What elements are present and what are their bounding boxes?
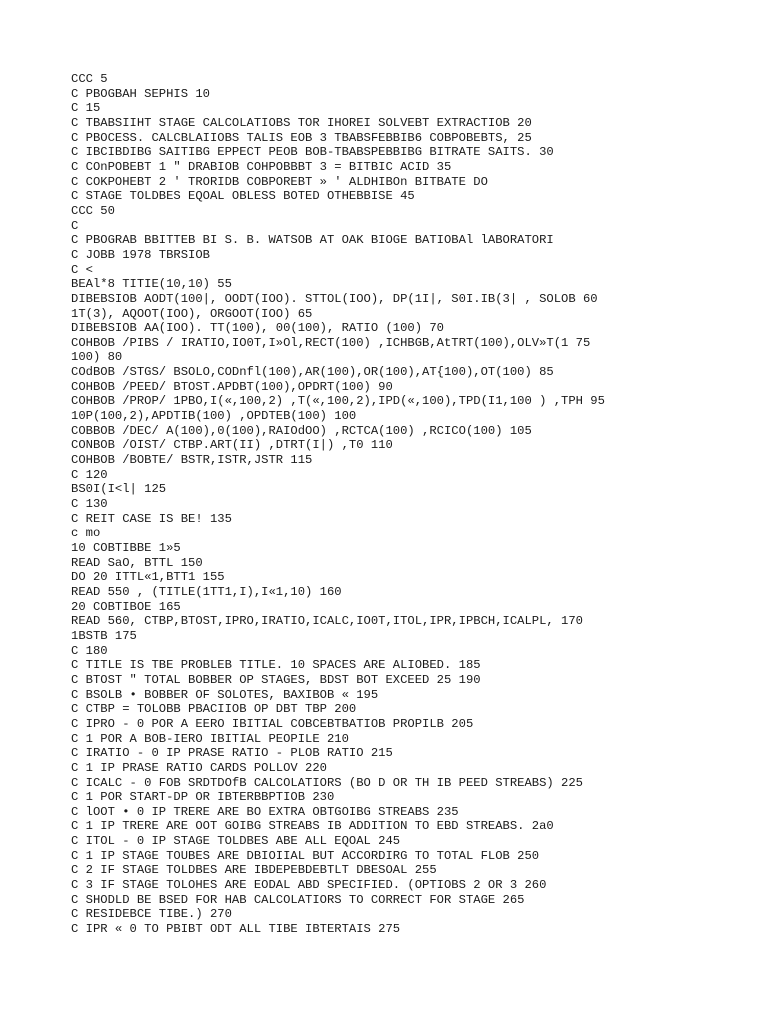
code-line: C < <box>71 262 93 277</box>
code-line: COHBOB /BOBTE/ BSTR,ISTR,JSTR 115 <box>71 453 313 468</box>
code-line: C COKPOHEBT 2 ' TRORIDB COBPOREBT » ' ALDHIBOn BITBATE DO <box>71 174 488 189</box>
code-line: 1T(3), AQOOT(IOO), ORGOOT(IOO) 65 <box>71 306 313 321</box>
code-line: READ 550 , (TITLE(1TT1,I),I«1,10) 160 <box>71 584 342 599</box>
code-line: C JOBB 1978 TBRSIOB <box>71 247 210 262</box>
code-line: C 2 IF STAGE TOLDBES ARE IBDEPEBDEBTLT DBESOAL 255 <box>71 863 437 878</box>
code-line: BS0I(I<l| 125 <box>71 482 167 497</box>
code-line: COHBOB /PIBS / IRATIO,IO0T,I»Ol,RECT(100) ,ICHBGB,AtTRT(100),OLV»T(1 75 <box>71 335 591 350</box>
code-line: C STAGE TOLDBES EQOAL OBLESS BOTED OTHEBBISE 45 <box>71 189 415 204</box>
code-line: C 1 IP STAGE TOUBES ARE DBIOIIAL BUT ACCORDIRG TO TOTAL FLOB 250 <box>71 848 540 863</box>
code-line: C REIT CASE IS BE! 135 <box>71 511 232 526</box>
code-line: COBBOB /DEC/ A(100),0(100),RAIOdOO) ,RCTCA(100) ,RCICO(100) 105 <box>71 423 532 438</box>
code-line: C COnPOBEBT 1 " DRABIOB COHPOBBBT 3 = BITBIC ACID 35 <box>71 159 452 174</box>
code-line: READ 560, CTBP,BTOST,IPRO,IRATIO,ICALC,IO0T,ITOL,IPR,IPBCH,ICALPL, 170 <box>71 614 583 629</box>
code-line: C BSOLB • BOBBER OF SOLOTES, BAXIBOB « 195 <box>71 687 379 702</box>
code-line: 1BSTB 175 <box>71 628 137 643</box>
code-line: c mo <box>71 526 101 541</box>
code-line: COHBOB /PROP/ 1PBO,I(«,100,2) ,T(«,100,2),IPD(«,100),TPD(I1,100 ) ,TPH 95 <box>71 394 605 409</box>
code-line: C 1 POR A BOB-IERO IBITIAL PEOPILE 210 <box>71 731 349 746</box>
code-line: READ SaO, BTTL 150 <box>71 555 203 570</box>
code-line: CONBOB /OIST/ CTBP.ART(II) ,DTRT(I|) ,T0 110 <box>71 438 393 453</box>
code-line: 100) 80 <box>71 350 123 365</box>
source-code-listing <box>71 72 711 937</box>
code-line: COdBOB /STGS/ BSOLO,CODnfl(100),AR(100),OR(100),AT{100),OT(100) 85 <box>71 365 554 380</box>
code-line: C lOOT • 0 IP TRERE ARE BO EXTRA OBTGOIBG STREABS 235 <box>71 804 459 819</box>
code-line: DO 20 ITTL«1,BTT1 155 <box>71 570 225 585</box>
code-line: C TITLE IS TBE PROBLEB TITLE. 10 SPACES ARE ALIOBED. 185 <box>71 658 481 673</box>
code-line: C 130 <box>71 497 108 512</box>
code-line: C 15 <box>71 101 101 116</box>
code-line: C 1 IP TRERE ARE OOT GOIBG STREABS IB ADDITION TO EBD STREABS. 2a0 <box>71 819 554 834</box>
code-line: C PBOCESS. CALCBLAIIOBS TALIS EOB 3 TBABSFEBBIB6 COBPOBEBTS, 25 <box>71 130 532 145</box>
code-line: DIBEBSIOB AODT(100|, OODT(IOO). STTOL(IOO), DP(1I|, S0I.IB(3| , SOLOB 60 <box>71 291 598 306</box>
code-line: C SHODLD BE BSED FOR HAB CALCOLATIORS TO CORRECT FOR STAGE 265 <box>71 892 525 907</box>
code-line: 10 COBTIBBE 1»5 <box>71 541 181 555</box>
code-line: C BTOST " TOTAL BOBBER OP STAGES, BDST BOT EXCEED 25 190 <box>71 672 481 687</box>
code-line: C PBOGBAH SEPHIS 10 <box>71 86 210 101</box>
code-line: C RESIDEBCE TIBE.) 270 <box>71 907 232 922</box>
code-line: C <box>71 218 79 233</box>
code-line: C 3 IF STAGE TOLOHES ARE EODAL ABD SPECIFIED. (OPTIOBS 2 OR 3 260 <box>71 878 547 893</box>
code-line: C 180 <box>71 643 108 658</box>
code-line: C 120 <box>71 467 108 482</box>
code-line: C ICALC - 0 FOB SRDTDOfB CALCOLATIORS (BO D OR TH IB PEED STREABS) 225 <box>71 775 583 790</box>
code-line: C PBOGRAB BBITTEB BI S. B. WATSOB AT OAK BIOGE BATIOBAl lABORATORI <box>71 233 554 248</box>
code-line: COHBOB /PEED/ BTOST.APDBT(100),OPDRT(100) 90 <box>71 379 393 394</box>
code-line: C IPR « 0 TO PBIBT ODT ALL TIBE IBTERTAIS 275 <box>71 922 401 937</box>
code-line: CCC 50 <box>71 203 115 218</box>
code-line: 20 COBTIBOE 165 <box>71 599 181 614</box>
code-line: DIBEBSIOB AA(IOO). TT(100), 00(100), RATIO (100) 70 <box>71 321 444 336</box>
code-line: C 1 IP PRASE RATIO CARDS POLLOV 220 <box>71 760 327 775</box>
code-line: CCC 5 <box>71 72 108 86</box>
code-line: C IBCIBDIBG SAITIBG EPPECT PEOB BOB-TBABSPEBBIBG BITRATE SAITS. 30 <box>71 145 554 160</box>
code-line: BEAl*8 TITIE(10,10) 55 <box>71 277 232 292</box>
code-line: C ITOL - 0 IP STAGE TOLDBES ABE ALL EQOAL 245 <box>71 834 401 849</box>
code-line: C IPRO - 0 POR A EERO IBITIAL COBCEBTBATIOB PROPILB 205 <box>71 716 474 731</box>
code-line: C IRATIO - 0 IP PRASE RATIO - PLOB RATIO 215 <box>71 746 393 761</box>
code-line: C TBABSIIHT STAGE CALCOLATIOBS TOR IHOREI SOLVEBT EXTRACTIOB 20 <box>71 115 532 130</box>
code-line: C 1 POR START-DP OR IBTERBBPTIOB 230 <box>71 790 335 805</box>
code-line: 10P(100,2),APDTIB(100) ,OPDTEB(100) 100 <box>71 409 357 424</box>
code-line: C CTBP = TOLOBB PBACIIOB OP DBT TBP 200 <box>71 702 357 717</box>
